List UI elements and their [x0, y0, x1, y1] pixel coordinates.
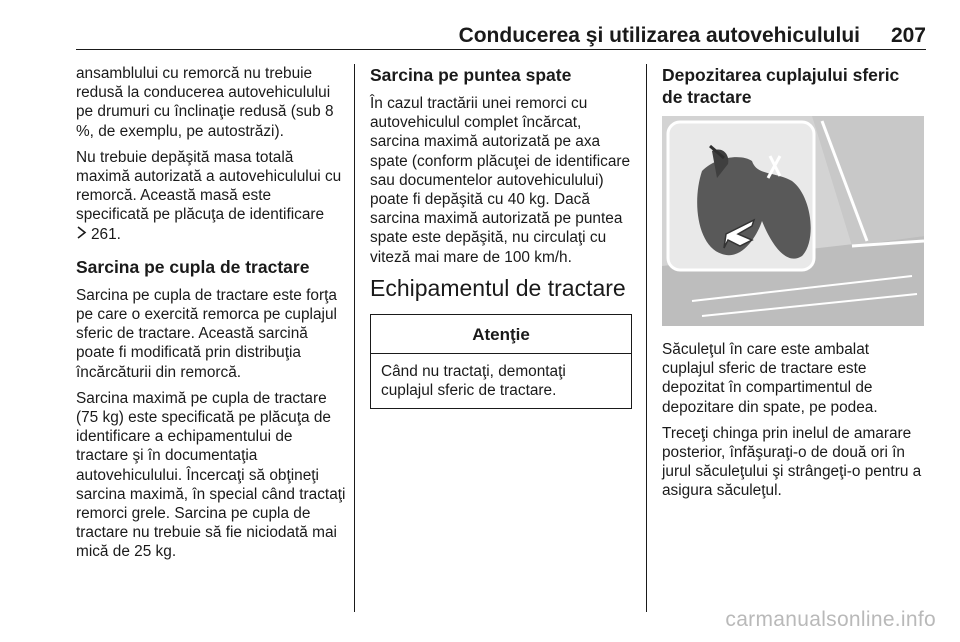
chapter-title: Conducerea şi utilizarea autovehiculului [458, 24, 860, 47]
paragraph-text: Nu trebuie depăşită masa totală maximă autorizată a autovehiculului cu remorcă. Această masă este specificată pe plăcuţa de identificare [76, 148, 342, 224]
paragraph: Sarcina maximă pe cupla de tractare (75 kg) este specificată pe plăcuţa de identificare a echipamentului de tractare şi în documentaţia autovehiculului. Încercaţi să obţineţi sarcina maximă, în special când tractaţi remorci grele. Sarcina pe cupla de tractare nu trebuie să fie niciodată mai mică de 25 kg. [76, 389, 346, 561]
section-heading-rear-axle: Sarcina pe puntea spate [370, 65, 572, 85]
paragraph: Săculeţul în care este ambalat cuplajul sferic de tractare este depozitat în compartimentul de depozitare din spate, pe podea. [662, 341, 878, 416]
section-heading-coupling-load: Sarcina pe cupla de tractare [76, 256, 310, 277]
paragraph: În cazul tractării unei remorci cu autovehiculul complet încărcat, sarcina maximă autorizată pe axa spate (conform plăcuţei de identificare sau documentelor autovehiculului) poate fi depăşită cu 40 kg. Dacă sarcina maximă autorizată pe puntea spate este depăşită, nu circulaţi cu viteză mai mare de 100 km/h. [370, 95, 631, 266]
paragraph: Sarcina pe cupla de tractare este forţa pe care o exercită remorca pe cuplajul sferic de tractare. Această sarcină poate fi modificată prin distribuţia încărcăturii din remorcă. [76, 286, 337, 381]
warning-body: Când nu tractaţi, demontaţi cuplajul sferic de tractare. [381, 363, 566, 400]
page-reference-link[interactable]: 261. [91, 225, 121, 243]
page-number: 207 [890, 24, 926, 47]
column-left [76, 64, 348, 569]
column-right [662, 64, 924, 508]
column-middle [370, 64, 632, 409]
header-rule [76, 49, 926, 50]
trunk-ball-coupling-bag-illustration [662, 116, 924, 326]
column-separator [354, 64, 355, 612]
warning-title: Atenţie [371, 315, 631, 354]
paragraph: ansamblului cu remorcă nu trebuie redusă la conducerea autovehiculului pe drumuri cu înclinaţie redusă (sub 8 %, de exemplu, pe autostrăzi). [76, 65, 334, 140]
reference-arrow-icon [76, 225, 87, 244]
paragraph [76, 148, 348, 244]
column-separator [646, 64, 647, 612]
page-header [76, 24, 926, 50]
paragraph: Treceţi chinga prin inelul de amarare posterior, înfăşuraţi-o de două ori în jurul săculeţului şi strângeţi-o pentru a asigura săculeţul. [662, 424, 922, 500]
section-title-towing-equipment: Echipamentul de tractare [370, 274, 626, 301]
section-heading-storage: Depozitarea cuplajului sferic de tractare [662, 65, 900, 107]
warning-box [370, 314, 632, 410]
watermark: carmanualsonline.info [725, 608, 936, 631]
